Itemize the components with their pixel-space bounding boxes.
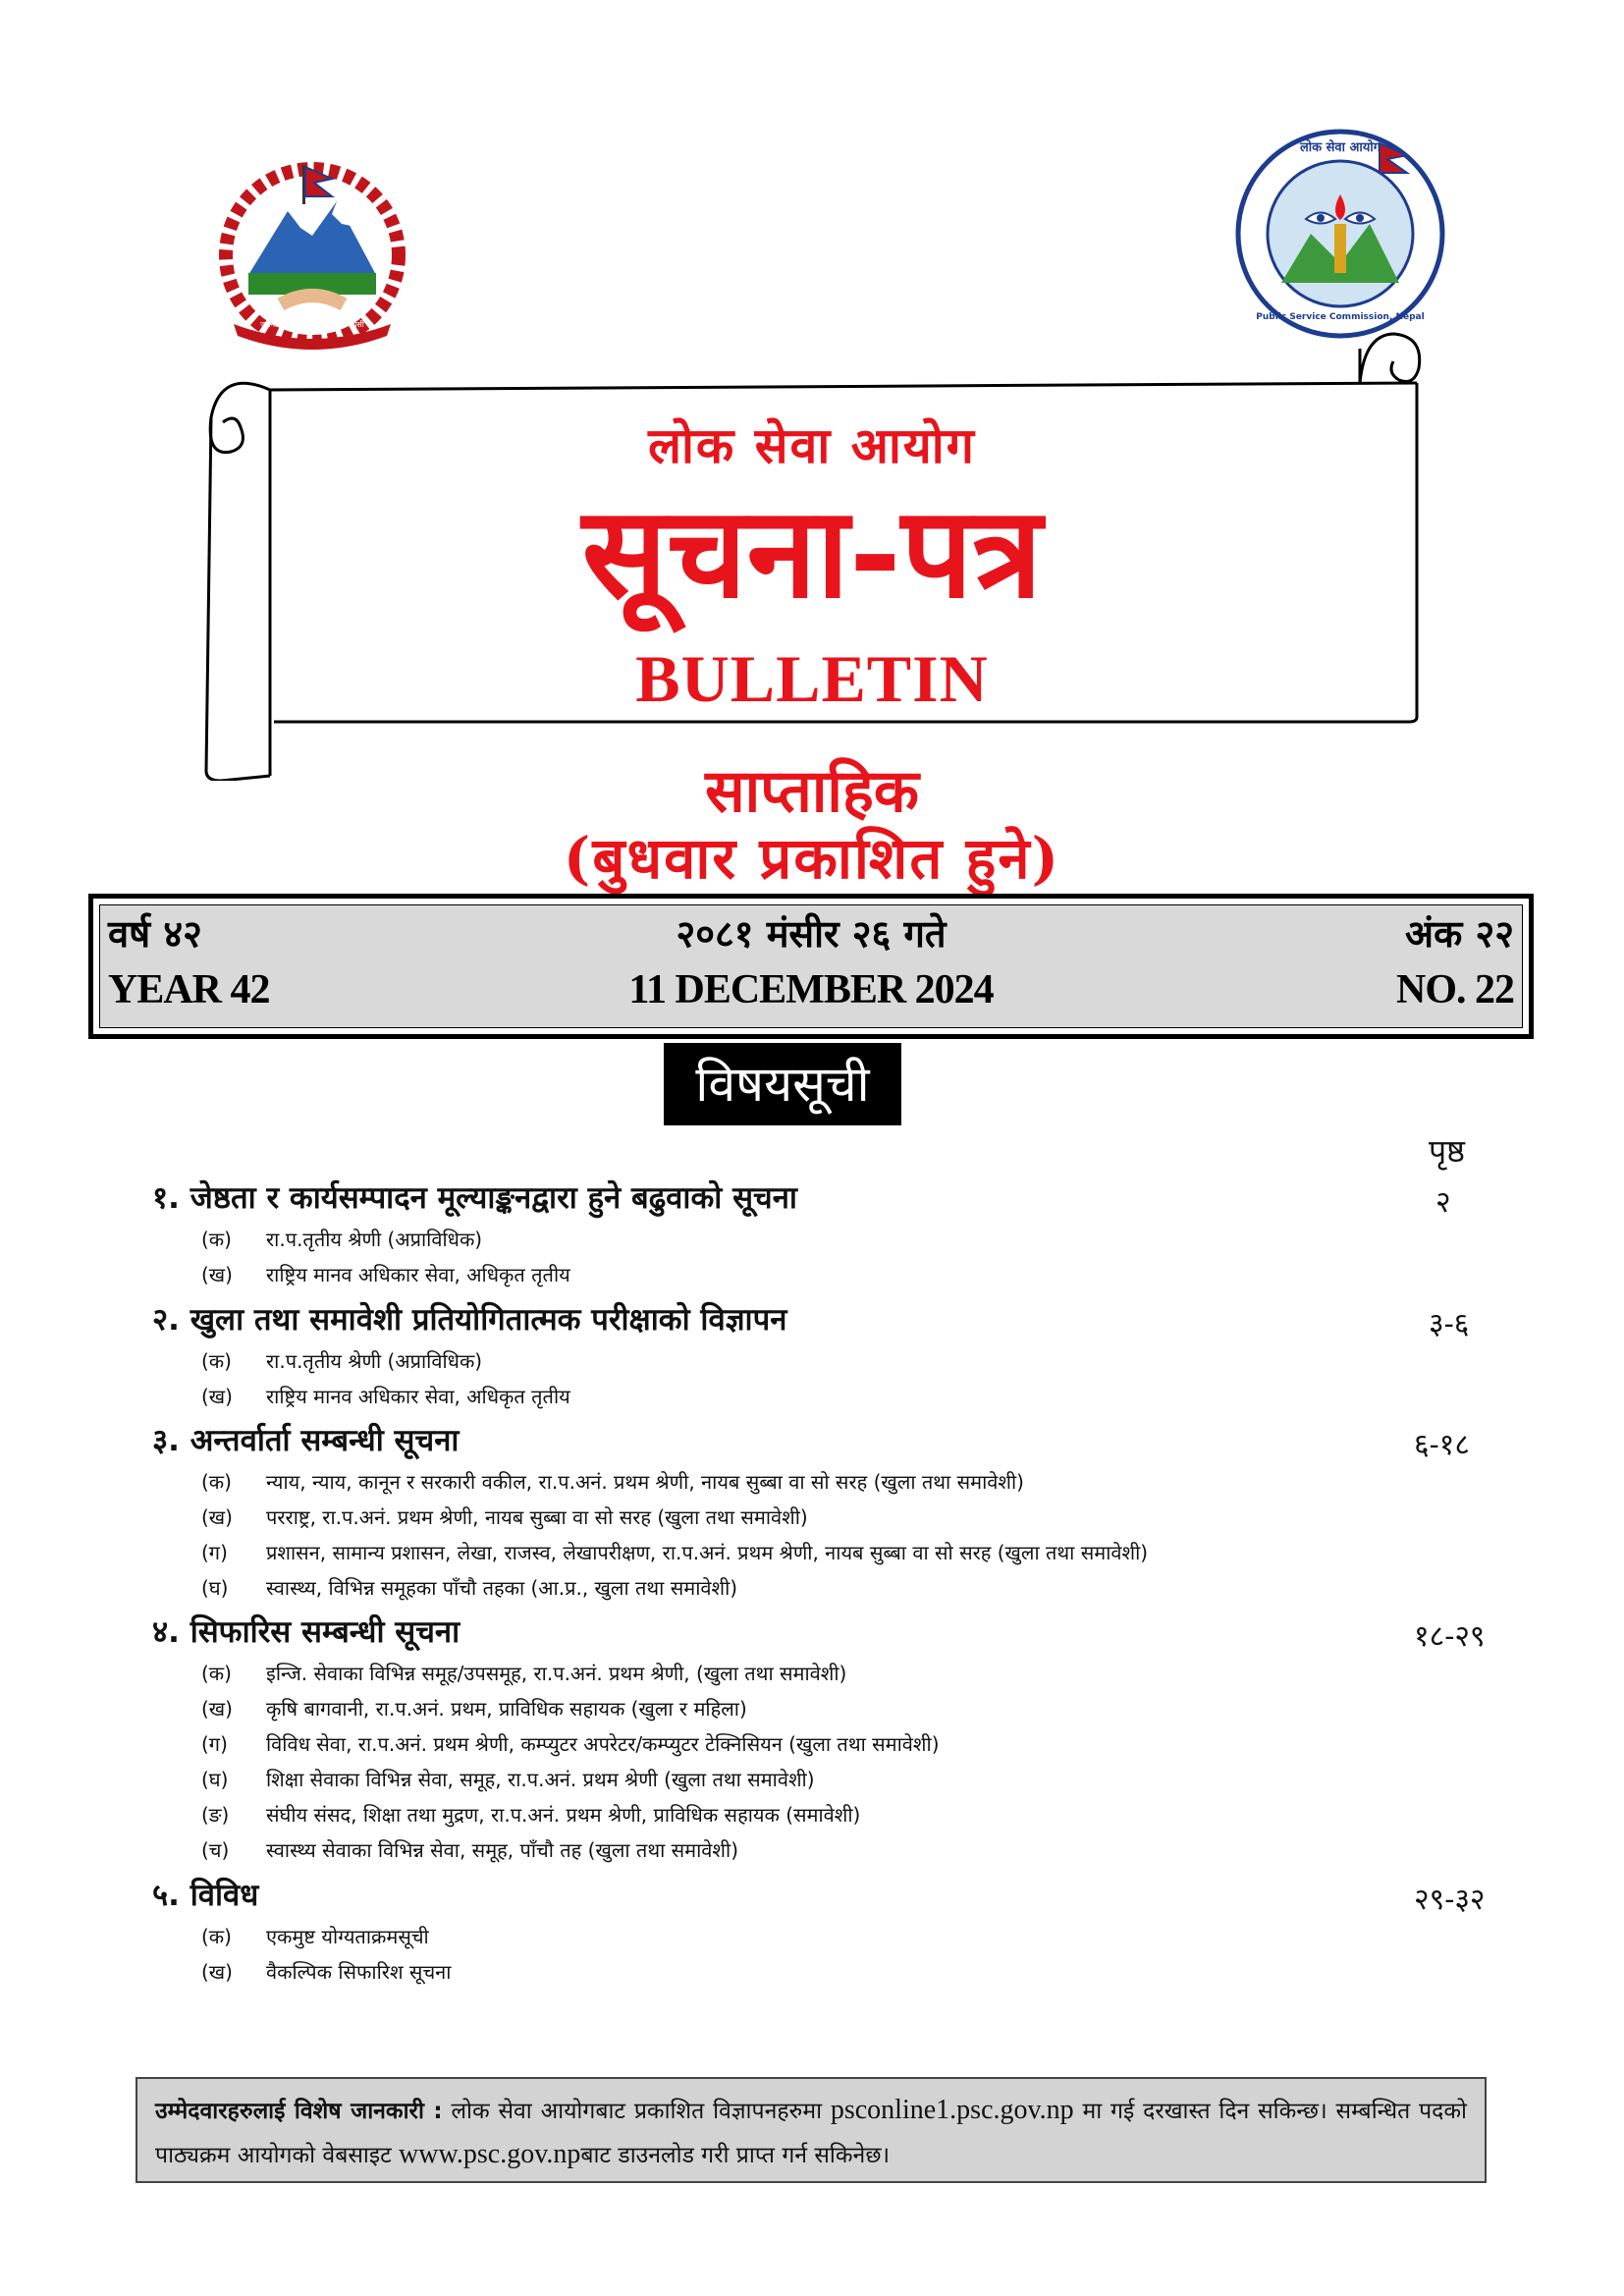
toc-item[interactable]: (क) इन्जि. सेवाका विभिन्न समूह/उपसमूह, रा.प.अनं. प्रथम श्रेणी, (खुला तथा समावेशी) bbox=[201, 1662, 847, 1685]
issue-info-bar bbox=[88, 894, 1534, 1039]
toc-item[interactable]: (क) रा.प.तृतीय श्रेणी (अप्राविधिक) bbox=[201, 1349, 483, 1373]
year-english: YEAR 42 bbox=[108, 967, 270, 1012]
seal-text: लोक सेवा आयोग bbox=[1299, 140, 1381, 155]
toc-section-3-page: ६-१८ bbox=[1414, 1428, 1470, 1462]
seal-text-en: Public Service Commission, Nepal bbox=[1256, 312, 1425, 322]
publication-frequency: साप्ताहिक bbox=[705, 757, 919, 826]
toc-item[interactable]: (ख) राष्ट्रिय मानव अधिकार सेवा, अधिकृत तृतीय bbox=[201, 1263, 570, 1286]
toc-item[interactable]: (ख) कृषि बागवानी, रा.प.अनं. प्रथम, प्राविधिक सहायक (खुला र महिला) bbox=[201, 1697, 747, 1721]
toc-item[interactable]: (ङ) संघीय संसद, शिक्षा तथा मुद्रण, रा.प.अनं. प्रथम श्रेणी, प्राविधिक सहायक (समावेशी) bbox=[201, 1803, 861, 1827]
toc-item[interactable]: (ख) राष्ट्रिय मानव अधिकार सेवा, अधिकृत तृतीय bbox=[201, 1385, 570, 1408]
page-column-label: पृष्ठ bbox=[1429, 1132, 1466, 1170]
year-nepali: वर्ष ४२ bbox=[108, 911, 202, 956]
candidate-notice bbox=[135, 2077, 1487, 2183]
toc-section-1-page: २ bbox=[1435, 1185, 1451, 1220]
bulletin-title-nepali: सूचना-पत्र bbox=[581, 479, 1043, 627]
toc-section-5-page: २९-३२ bbox=[1414, 1883, 1486, 1917]
number-english: NO. 22 bbox=[1396, 967, 1514, 1012]
toc-item[interactable]: (क) एकमुष्ट योग्यताक्रमसूची bbox=[201, 1925, 429, 1948]
toc-section-1[interactable]: १. जेष्ठता र कार्यसम्पादन मूल्याङ्कनद्वारा हुने बढुवाको सूचना bbox=[152, 1180, 797, 1216]
bulletin-title-english: BULLETIN bbox=[635, 641, 989, 716]
publication-schedule: (बुधवार प्रकाशित हुने) bbox=[563, 825, 1061, 892]
toc-item[interactable]: (क) रा.प.तृतीय श्रेणी (अप्राविधिक) bbox=[201, 1228, 483, 1251]
emblem-motto: जननी जन्मभूमिश्च स्वर्गादपि गरीयसी bbox=[260, 320, 364, 329]
notice-text: लोक सेवा आयोगबाट प्रकाशित विज्ञापनहरुमा bbox=[451, 2099, 823, 2124]
toc-item[interactable]: (ख) वैकल्पिक सिफारिश सूचना bbox=[201, 1960, 452, 1984]
toc-item[interactable]: (ख) परराष्ट्र, रा.प.अनं. प्रथम श्रेणी, नायब सुब्बा वा सो सरह (खुला तथा समावेशी) bbox=[201, 1505, 808, 1529]
toc-item[interactable]: (घ) स्वास्थ्य, विभिन्न समूहका पाँचौ तहका (आ.प्र., खुला तथा समावेशी) bbox=[201, 1576, 738, 1600]
toc-item[interactable]: (च) स्वास्थ्य सेवाका विभिन्न सेवा, समूह, पाँचौ तह (खुला तथा समावेशी) bbox=[201, 1838, 738, 1862]
toc-item[interactable]: (ग) विविध सेवा, रा.प.अनं. प्रथम श्रेणी, कम्प्युटर अपरेटर/कम्प्युटर टेक्निसियन (खुला तथा समावेशी) bbox=[201, 1732, 940, 1756]
notice-text: बाट डाउनलोड गरी प्राप्त गर्न सकिनेछ। bbox=[580, 2143, 891, 2168]
org-name: लोक सेवा आयोग bbox=[648, 416, 976, 474]
toc-section-5[interactable]: ५. विविध bbox=[152, 1878, 259, 1913]
psc-nepal-seal-icon bbox=[1232, 126, 1448, 342]
toc-item[interactable]: (क) न्याय, न्याय, कानून र सरकारी वकील, रा.प.अनं. प्रथम श्रेणी, नायब सुब्बा वा सो सरह (खुला तथा समावेशी) bbox=[201, 1470, 1024, 1494]
psc-website-link[interactable]: www.psc.gov.np bbox=[399, 2139, 581, 2169]
toc-section-2-page: ३-६ bbox=[1429, 1307, 1470, 1341]
toc-section-4-page: १८-२९ bbox=[1414, 1619, 1486, 1654]
toc-section-2[interactable]: २. खुला तथा समावेशी प्रतियोगितात्मक परीक्षाको विज्ञापन bbox=[152, 1302, 787, 1338]
toc-item[interactable]: (घ) शिक्षा सेवाका विभिन्न सेवा, समूह, रा.प.अनं. प्रथम श्रेणी (खुला तथा समावेशी) bbox=[201, 1768, 815, 1791]
toc-section-3[interactable]: ३. अन्तर्वार्ता सम्बन्धी सूचना bbox=[152, 1423, 460, 1458]
number-nepali: अंक २२ bbox=[1405, 911, 1514, 956]
toc-item[interactable]: (ग) प्रशासन, सामान्य प्रशासन, लेखा, राजस्व, लेखापरीक्षण, रा.प.अनं. प्रथम श्रेणी, नायब सुब्बा वा सो सरह (खुला तथा समावेशी) bbox=[201, 1541, 1149, 1564]
contents-heading: विषयसूची bbox=[664, 1043, 901, 1125]
date-english: 11 DECEMBER 2024 bbox=[628, 967, 994, 1012]
psconline-link[interactable]: psconline1.psc.gov.np bbox=[830, 2095, 1074, 2125]
toc-section-4[interactable]: ४. सिफारिस सम्बन्धी सूचना bbox=[152, 1614, 460, 1650]
notice-text: मा गई दरखास्त दिन सकिन्छ। सम्बन्धित पदको पाठ्यक्रम आयोगको वेबसाइट bbox=[155, 2099, 1467, 2168]
date-nepali: २०८१ मंसीर २६ गते bbox=[676, 911, 947, 956]
notice-label: उम्मेदवारहरुलाई विशेष जानकारी : bbox=[155, 2099, 443, 2124]
